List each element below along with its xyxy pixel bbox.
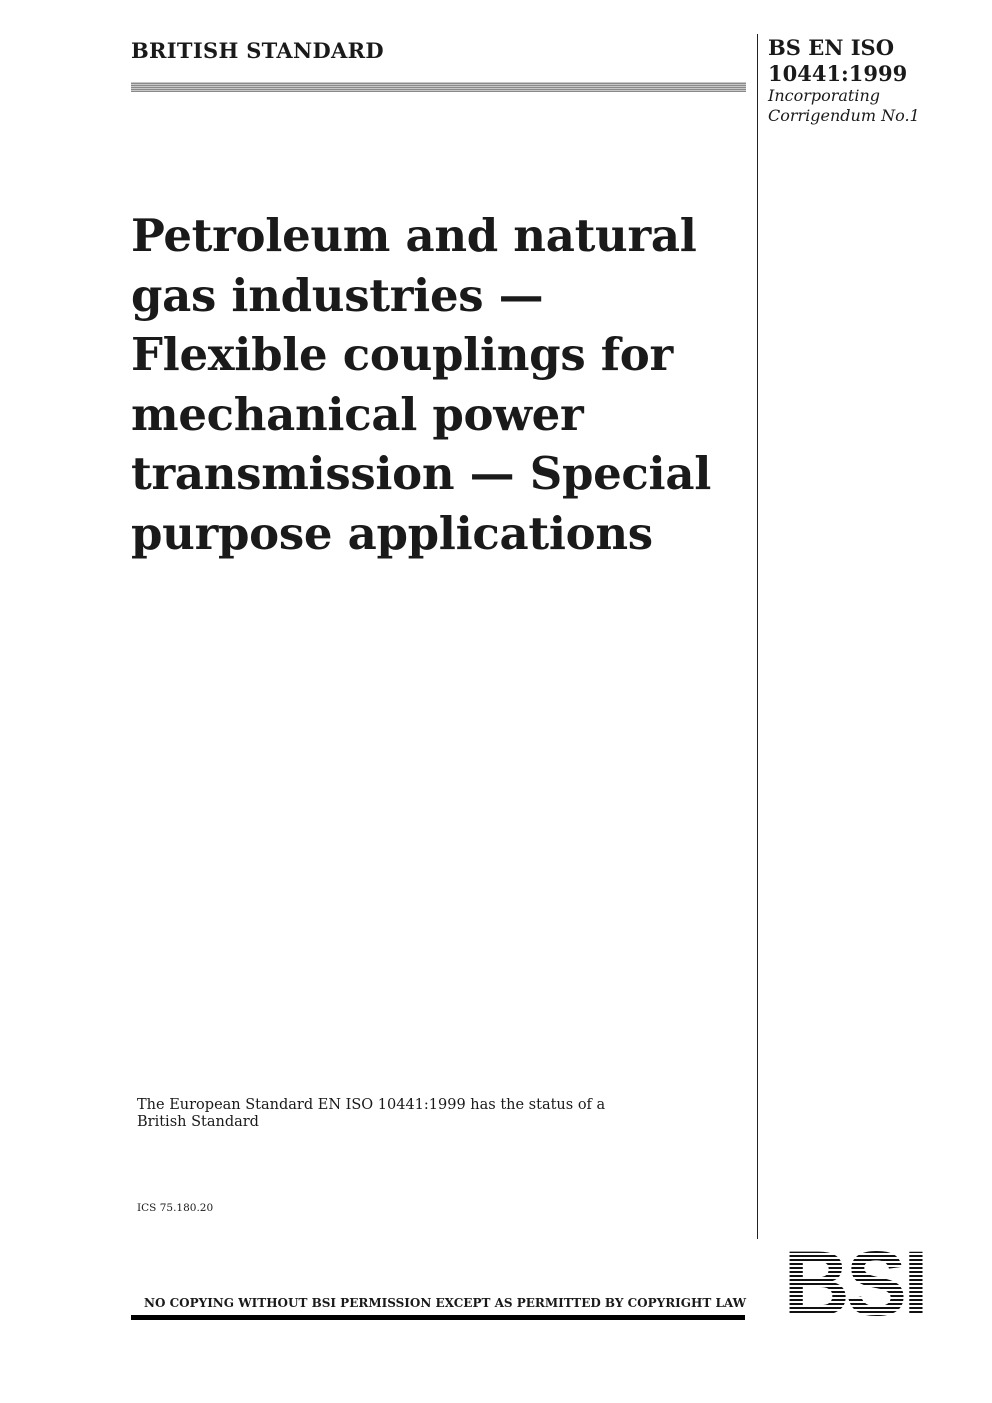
- standard-number-line2: 10441:1999: [768, 61, 908, 86]
- bsi-logo-icon: [768, 1243, 941, 1319]
- vertical-divider: [757, 34, 758, 1239]
- footer-rule: [131, 1315, 745, 1320]
- incorporating-line1: Incorporating: [768, 86, 881, 105]
- title-line: mechanical power: [131, 387, 584, 441]
- ics-code: ICS 75.180.20: [137, 1202, 214, 1214]
- document-title: [131, 206, 741, 563]
- title-line: gas industries —: [131, 268, 544, 322]
- title-line: Flexible couplings for: [131, 328, 673, 381]
- standard-number: [768, 35, 907, 87]
- logo-text: BSI: [783, 1243, 925, 1319]
- title-line: purpose applications: [131, 506, 653, 560]
- title-line: transmission — Special: [131, 447, 711, 500]
- copyright-notice: NO COPYING WITHOUT BSI PERMISSION EXCEPT AS PERMITTED BY COPYRIGHT LAW: [144, 1296, 747, 1310]
- header-label: BRITISH STANDARD: [131, 38, 384, 63]
- standard-number-line1: BS EN ISO: [768, 35, 895, 60]
- header-rule: [131, 82, 746, 92]
- incorporating-note: [768, 86, 920, 126]
- incorporating-line2: Corrigendum No.1: [768, 106, 920, 125]
- status-note: The European Standard EN ISO 10441:1999 has the status of a British Standard: [137, 1097, 606, 1130]
- title-line: Petroleum and natural: [131, 209, 697, 262]
